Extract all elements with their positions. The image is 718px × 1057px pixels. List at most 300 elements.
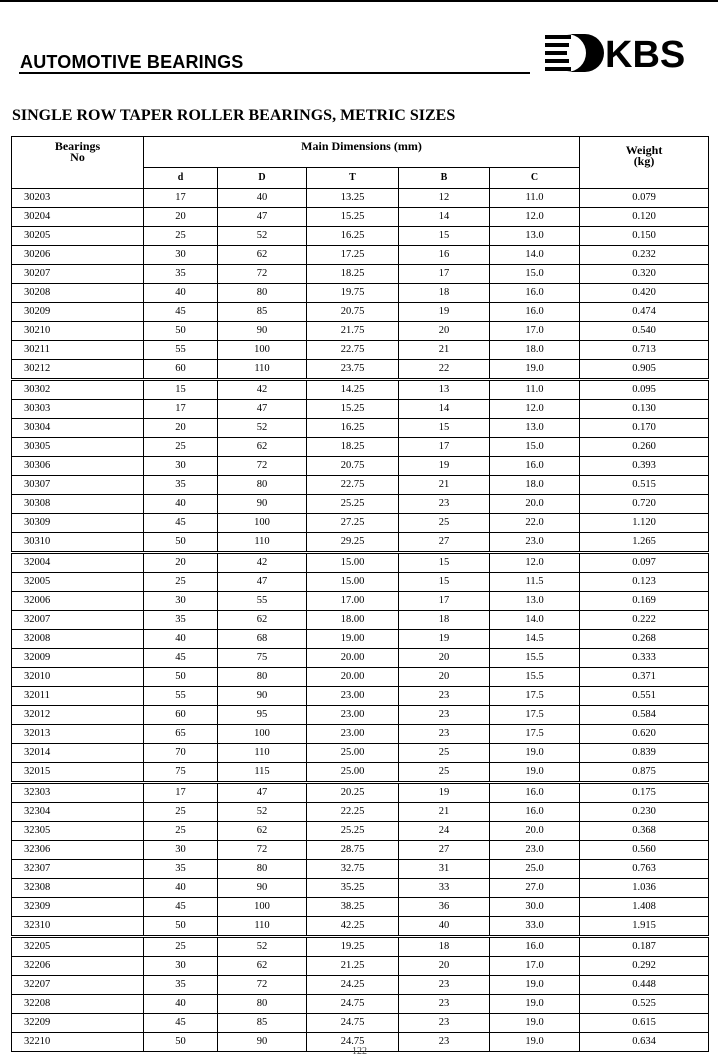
header-weight <box>580 137 709 189</box>
B-value: 15 <box>399 419 490 438</box>
bearing-no: 30305 <box>12 438 144 457</box>
table-row <box>12 380 709 400</box>
C-value: 17.5 <box>490 725 580 744</box>
kbs-logo <box>545 34 700 74</box>
table-row <box>12 476 709 495</box>
T-value: 24.75 <box>307 1014 399 1033</box>
C-value: 11.5 <box>490 573 580 592</box>
C-value: 19.0 <box>490 995 580 1014</box>
weight-value: 0.120 <box>580 208 709 227</box>
T-value: 15.00 <box>307 573 399 592</box>
D-value: 47 <box>218 783 307 803</box>
bearing-no: 32013 <box>12 725 144 744</box>
D-value: 100 <box>218 514 307 533</box>
B-value: 24 <box>399 822 490 841</box>
C-value: 23.0 <box>490 841 580 860</box>
T-value: 16.25 <box>307 227 399 246</box>
T-value: 15.25 <box>307 400 399 419</box>
B-value: 31 <box>399 860 490 879</box>
header-B: B <box>399 168 490 189</box>
B-value: 12 <box>399 189 490 208</box>
weight-value: 0.713 <box>580 341 709 360</box>
header-bearings-label: Bearings <box>54 139 101 153</box>
header-main-dimensions: Main Dimensions (mm) <box>144 137 580 168</box>
bearing-no: 32309 <box>12 898 144 917</box>
table-row <box>12 630 709 649</box>
weight-value: 0.875 <box>580 763 709 783</box>
weight-value: 0.560 <box>580 841 709 860</box>
d-value: 45 <box>144 303 218 322</box>
B-value: 20 <box>399 957 490 976</box>
C-value: 30.0 <box>490 898 580 917</box>
T-value: 22.25 <box>307 803 399 822</box>
brand-title: AUTOMOTIVE BEARINGS <box>20 52 244 72</box>
table-row <box>12 898 709 917</box>
header-weight-label: Weight <box>625 143 663 157</box>
bearing-no: 30303 <box>12 400 144 419</box>
bearing-no: 32010 <box>12 668 144 687</box>
B-value: 23 <box>399 1014 490 1033</box>
D-value: 80 <box>218 476 307 495</box>
T-value: 18.00 <box>307 611 399 630</box>
C-value: 33.0 <box>490 917 580 937</box>
B-value: 25 <box>399 514 490 533</box>
d-value: 65 <box>144 725 218 744</box>
T-value: 20.75 <box>307 457 399 476</box>
T-value: 20.00 <box>307 649 399 668</box>
D-value: 52 <box>218 803 307 822</box>
bearing-no: 32011 <box>12 687 144 706</box>
table-row <box>12 668 709 687</box>
C-value: 14.0 <box>490 246 580 265</box>
T-value: 25.25 <box>307 822 399 841</box>
weight-value: 0.620 <box>580 725 709 744</box>
weight-value: 1.036 <box>580 879 709 898</box>
table-row <box>12 995 709 1014</box>
bearing-no: 30212 <box>12 360 144 380</box>
T-value: 19.25 <box>307 937 399 957</box>
bearing-no: 30309 <box>12 514 144 533</box>
table-row <box>12 400 709 419</box>
table-row <box>12 611 709 630</box>
B-value: 23 <box>399 725 490 744</box>
B-value: 15 <box>399 573 490 592</box>
weight-value: 0.130 <box>580 400 709 419</box>
table-row <box>12 208 709 227</box>
T-value: 32.75 <box>307 860 399 879</box>
weight-value: 1.915 <box>580 917 709 937</box>
table-row <box>12 533 709 553</box>
d-value: 30 <box>144 457 218 476</box>
D-value: 80 <box>218 860 307 879</box>
T-value: 25.25 <box>307 495 399 514</box>
T-value: 22.75 <box>307 341 399 360</box>
d-value: 45 <box>144 898 218 917</box>
T-value: 23.00 <box>307 725 399 744</box>
weight-value: 0.515 <box>580 476 709 495</box>
weight-value: 0.368 <box>580 822 709 841</box>
table-row <box>12 725 709 744</box>
header-C: C <box>490 168 580 189</box>
B-value: 40 <box>399 917 490 937</box>
T-value: 20.75 <box>307 303 399 322</box>
table-row <box>12 457 709 476</box>
logo-text: KBS <box>605 34 686 74</box>
D-value: 42 <box>218 553 307 573</box>
weight-value: 0.525 <box>580 995 709 1014</box>
bearings-table <box>11 136 709 1052</box>
D-value: 52 <box>218 937 307 957</box>
T-value: 25.00 <box>307 763 399 783</box>
d-value: 55 <box>144 341 218 360</box>
T-value: 19.00 <box>307 630 399 649</box>
C-value: 17.5 <box>490 706 580 725</box>
D-value: 47 <box>218 208 307 227</box>
D-value: 80 <box>218 668 307 687</box>
B-value: 19 <box>399 630 490 649</box>
B-value: 18 <box>399 284 490 303</box>
table-row <box>12 841 709 860</box>
T-value: 27.25 <box>307 514 399 533</box>
C-value: 27.0 <box>490 879 580 898</box>
D-value: 100 <box>218 725 307 744</box>
bearing-no: 32209 <box>12 1014 144 1033</box>
table-row <box>12 822 709 841</box>
weight-value: 0.420 <box>580 284 709 303</box>
bearing-no: 32006 <box>12 592 144 611</box>
bearing-no: 30208 <box>12 284 144 303</box>
weight-value: 0.097 <box>580 553 709 573</box>
weight-value: 0.371 <box>580 668 709 687</box>
d-value: 50 <box>144 1033 218 1052</box>
weight-value: 0.260 <box>580 438 709 457</box>
header-T: T <box>307 168 399 189</box>
D-value: 90 <box>218 879 307 898</box>
D-value: 72 <box>218 976 307 995</box>
C-value: 19.0 <box>490 763 580 783</box>
bearing-no: 30203 <box>12 189 144 208</box>
weight-value: 0.187 <box>580 937 709 957</box>
d-value: 75 <box>144 763 218 783</box>
C-value: 17.0 <box>490 322 580 341</box>
bearing-no: 32015 <box>12 763 144 783</box>
B-value: 36 <box>399 898 490 917</box>
D-value: 90 <box>218 687 307 706</box>
weight-value: 0.268 <box>580 630 709 649</box>
table-row <box>12 341 709 360</box>
D-value: 110 <box>218 360 307 380</box>
table-row <box>12 592 709 611</box>
C-value: 25.0 <box>490 860 580 879</box>
D-value: 72 <box>218 841 307 860</box>
table-row <box>12 265 709 284</box>
weight-value: 0.448 <box>580 976 709 995</box>
T-value: 38.25 <box>307 898 399 917</box>
d-value: 70 <box>144 744 218 763</box>
D-value: 75 <box>218 649 307 668</box>
table-row <box>12 360 709 380</box>
D-value: 42 <box>218 380 307 400</box>
table-row <box>12 438 709 457</box>
C-value: 19.0 <box>490 360 580 380</box>
B-value: 23 <box>399 495 490 514</box>
d-value: 60 <box>144 360 218 380</box>
bearing-no: 30210 <box>12 322 144 341</box>
bearing-no: 32009 <box>12 649 144 668</box>
weight-value: 0.474 <box>580 303 709 322</box>
table-row <box>12 227 709 246</box>
T-value: 20.00 <box>307 668 399 687</box>
bearing-no: 32210 <box>12 1033 144 1052</box>
T-value: 29.25 <box>307 533 399 553</box>
bearing-no: 30204 <box>12 208 144 227</box>
d-value: 50 <box>144 533 218 553</box>
D-value: 72 <box>218 457 307 476</box>
table-row <box>12 303 709 322</box>
C-value: 12.0 <box>490 208 580 227</box>
B-value: 27 <box>399 533 490 553</box>
C-value: 19.0 <box>490 976 580 995</box>
page-number: 122 <box>352 1046 367 1057</box>
T-value: 22.75 <box>307 476 399 495</box>
d-value: 25 <box>144 573 218 592</box>
C-value: 16.0 <box>490 284 580 303</box>
d-value: 30 <box>144 841 218 860</box>
T-value: 23.00 <box>307 687 399 706</box>
C-value: 16.0 <box>490 783 580 803</box>
B-value: 22 <box>399 360 490 380</box>
d-value: 50 <box>144 917 218 937</box>
table-row <box>12 976 709 995</box>
d-value: 20 <box>144 419 218 438</box>
D-value: 62 <box>218 822 307 841</box>
table-row <box>12 284 709 303</box>
T-value: 17.25 <box>307 246 399 265</box>
bearing-no: 32208 <box>12 995 144 1014</box>
table-row <box>12 573 709 592</box>
B-value: 19 <box>399 457 490 476</box>
T-value: 15.00 <box>307 553 399 573</box>
bearing-no: 32303 <box>12 783 144 803</box>
weight-value: 0.905 <box>580 360 709 380</box>
C-value: 23.0 <box>490 533 580 553</box>
D-value: 47 <box>218 400 307 419</box>
d-value: 40 <box>144 495 218 514</box>
C-value: 16.0 <box>490 803 580 822</box>
C-value: 18.0 <box>490 341 580 360</box>
B-value: 21 <box>399 341 490 360</box>
B-value: 13 <box>399 380 490 400</box>
header-D: D <box>218 168 307 189</box>
T-value: 24.25 <box>307 976 399 995</box>
C-value: 22.0 <box>490 514 580 533</box>
weight-value: 0.393 <box>580 457 709 476</box>
B-value: 25 <box>399 763 490 783</box>
T-value: 18.25 <box>307 438 399 457</box>
bearing-no: 32206 <box>12 957 144 976</box>
d-value: 55 <box>144 687 218 706</box>
D-value: 62 <box>218 611 307 630</box>
bearing-no: 32014 <box>12 744 144 763</box>
bearing-no: 30302 <box>12 380 144 400</box>
B-value: 27 <box>399 841 490 860</box>
D-value: 115 <box>218 763 307 783</box>
table-row <box>12 189 709 208</box>
T-value: 13.25 <box>307 189 399 208</box>
d-value: 35 <box>144 265 218 284</box>
C-value: 15.0 <box>490 265 580 284</box>
D-value: 47 <box>218 573 307 592</box>
d-value: 25 <box>144 822 218 841</box>
bearing-no: 30207 <box>12 265 144 284</box>
D-value: 55 <box>218 592 307 611</box>
table-row <box>12 419 709 438</box>
table-row <box>12 744 709 763</box>
B-value: 23 <box>399 976 490 995</box>
weight-value: 0.232 <box>580 246 709 265</box>
D-value: 90 <box>218 1033 307 1052</box>
d-value: 60 <box>144 706 218 725</box>
T-value: 15.25 <box>307 208 399 227</box>
D-value: 62 <box>218 246 307 265</box>
bearing-no: 32008 <box>12 630 144 649</box>
section-title: SINGLE ROW TAPER ROLLER BEARINGS, METRIC SIZES <box>12 107 456 124</box>
C-value: 13.0 <box>490 592 580 611</box>
bearing-no: 30206 <box>12 246 144 265</box>
C-value: 15.0 <box>490 438 580 457</box>
table-row <box>12 937 709 957</box>
D-value: 52 <box>218 419 307 438</box>
D-value: 95 <box>218 706 307 725</box>
table-row <box>12 687 709 706</box>
d-value: 25 <box>144 438 218 457</box>
C-value: 19.0 <box>490 1014 580 1033</box>
T-value: 18.25 <box>307 265 399 284</box>
D-value: 62 <box>218 957 307 976</box>
T-value: 23.00 <box>307 706 399 725</box>
d-value: 17 <box>144 783 218 803</box>
bearing-no: 32007 <box>12 611 144 630</box>
D-value: 90 <box>218 495 307 514</box>
D-value: 68 <box>218 630 307 649</box>
B-value: 21 <box>399 803 490 822</box>
weight-value: 0.175 <box>580 783 709 803</box>
weight-value: 0.720 <box>580 495 709 514</box>
C-value: 14.5 <box>490 630 580 649</box>
D-value: 80 <box>218 995 307 1014</box>
weight-value: 0.333 <box>580 649 709 668</box>
D-value: 52 <box>218 227 307 246</box>
T-value: 19.75 <box>307 284 399 303</box>
d-value: 35 <box>144 476 218 495</box>
C-value: 11.0 <box>490 380 580 400</box>
T-value: 25.00 <box>307 744 399 763</box>
d-value: 45 <box>144 1014 218 1033</box>
weight-value: 1.120 <box>580 514 709 533</box>
D-value: 62 <box>218 438 307 457</box>
B-value: 15 <box>399 227 490 246</box>
brand-title-underline <box>19 72 530 74</box>
table-row <box>12 514 709 533</box>
D-value: 110 <box>218 744 307 763</box>
weight-value: 0.763 <box>580 860 709 879</box>
table-row <box>12 803 709 822</box>
d-value: 20 <box>144 208 218 227</box>
d-value: 35 <box>144 860 218 879</box>
header-weight-unit: (kg) <box>633 154 655 168</box>
table-row <box>12 1014 709 1033</box>
D-value: 40 <box>218 189 307 208</box>
B-value: 17 <box>399 438 490 457</box>
table-row <box>12 783 709 803</box>
D-value: 85 <box>218 1014 307 1033</box>
B-value: 16 <box>399 246 490 265</box>
C-value: 18.0 <box>490 476 580 495</box>
B-value: 33 <box>399 879 490 898</box>
T-value: 35.25 <box>307 879 399 898</box>
C-value: 15.5 <box>490 649 580 668</box>
T-value: 14.25 <box>307 380 399 400</box>
bearing-no: 32308 <box>12 879 144 898</box>
d-value: 45 <box>144 649 218 668</box>
C-value: 12.0 <box>490 400 580 419</box>
bearing-no: 30205 <box>12 227 144 246</box>
bearing-no: 32205 <box>12 937 144 957</box>
B-value: 20 <box>399 668 490 687</box>
B-value: 18 <box>399 937 490 957</box>
d-value: 30 <box>144 592 218 611</box>
B-value: 23 <box>399 687 490 706</box>
weight-value: 0.292 <box>580 957 709 976</box>
C-value: 17.0 <box>490 957 580 976</box>
table-row <box>12 495 709 514</box>
D-value: 100 <box>218 898 307 917</box>
d-value: 17 <box>144 189 218 208</box>
bearing-no: 30308 <box>12 495 144 514</box>
weight-value: 0.839 <box>580 744 709 763</box>
D-value: 100 <box>218 341 307 360</box>
weight-value: 0.540 <box>580 322 709 341</box>
bearing-no: 30310 <box>12 533 144 553</box>
d-value: 50 <box>144 322 218 341</box>
table-row <box>12 860 709 879</box>
bearing-no: 32012 <box>12 706 144 725</box>
top-border-line <box>0 0 718 2</box>
weight-value: 0.123 <box>580 573 709 592</box>
table-row <box>12 246 709 265</box>
header-bearings-no <box>12 137 144 189</box>
bearing-no: 30306 <box>12 457 144 476</box>
header-d: d <box>144 168 218 189</box>
weight-value: 0.584 <box>580 706 709 725</box>
T-value: 20.25 <box>307 783 399 803</box>
D-value: 72 <box>218 265 307 284</box>
C-value: 19.0 <box>490 744 580 763</box>
T-value: 24.75 <box>307 1033 399 1052</box>
table-row <box>12 706 709 725</box>
weight-value: 0.169 <box>580 592 709 611</box>
B-value: 17 <box>399 592 490 611</box>
C-value: 13.0 <box>490 227 580 246</box>
B-value: 25 <box>399 744 490 763</box>
d-value: 35 <box>144 611 218 630</box>
d-value: 30 <box>144 246 218 265</box>
bearing-no: 32310 <box>12 917 144 937</box>
table-row <box>12 763 709 783</box>
d-value: 45 <box>144 514 218 533</box>
T-value: 23.75 <box>307 360 399 380</box>
d-value: 35 <box>144 976 218 995</box>
